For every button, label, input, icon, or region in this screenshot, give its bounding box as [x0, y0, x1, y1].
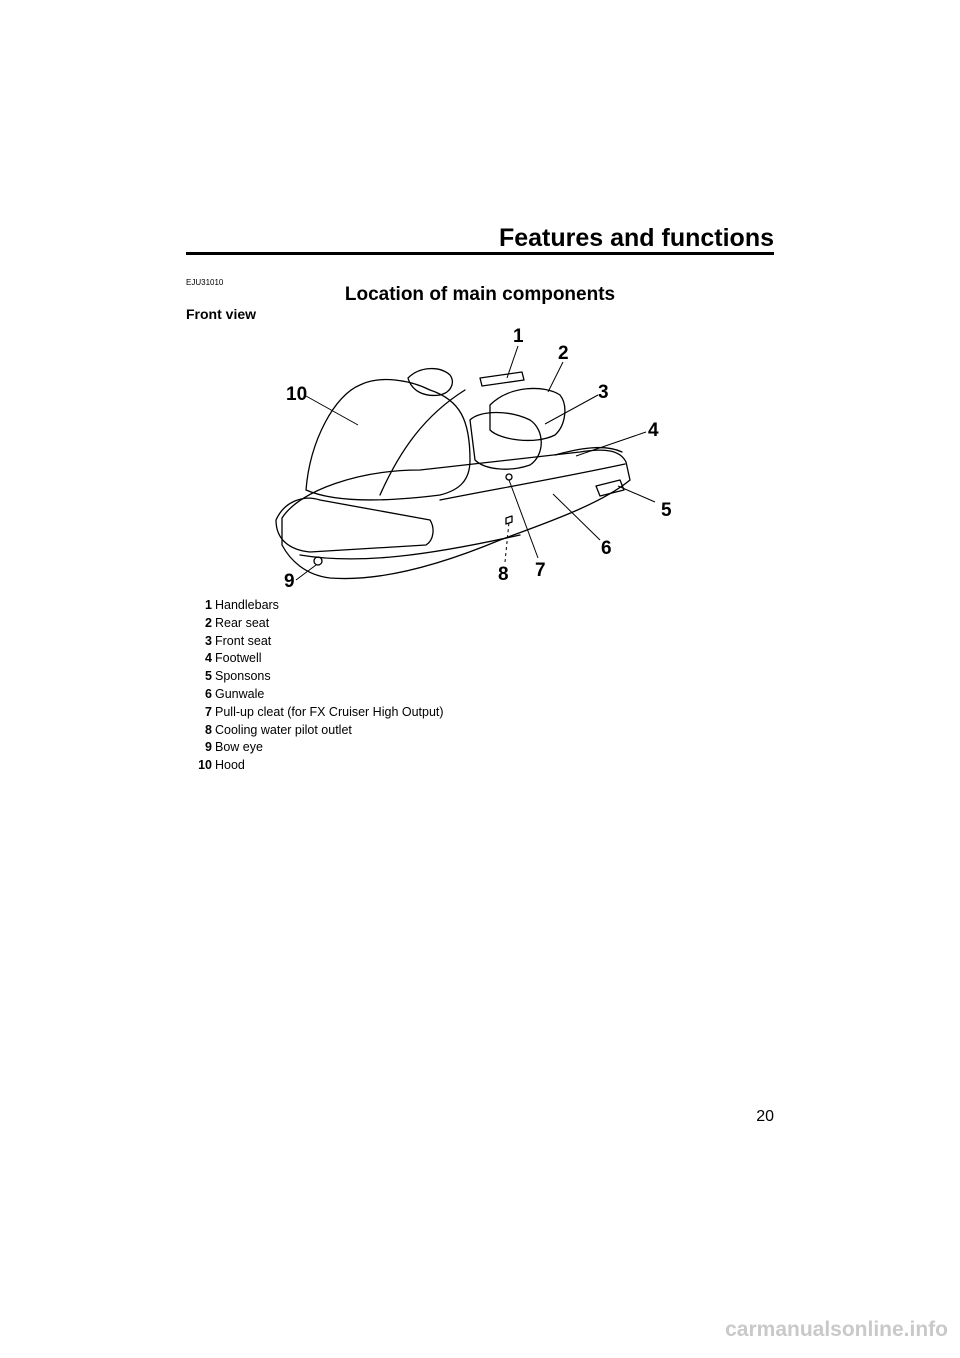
legend-number: 6 — [205, 686, 212, 701]
legend-item — [186, 740, 444, 758]
leader-line-9 — [296, 565, 316, 580]
legend-label: Gunwale — [215, 686, 265, 701]
legend-item — [186, 723, 444, 741]
watercraft-illustration — [186, 322, 774, 592]
legend-label: Bow eye — [215, 740, 263, 755]
legend-label: Footwell — [215, 651, 262, 666]
hull-outline — [282, 450, 630, 578]
leader-line-4 — [576, 432, 646, 456]
reference-code: EJU31010 — [186, 278, 224, 287]
bumper — [276, 498, 433, 552]
cooling-outlet — [506, 516, 512, 524]
callout-7: 7 — [535, 560, 546, 581]
legend-item — [186, 598, 444, 616]
legend-item — [186, 669, 444, 687]
handlebar-stem — [408, 369, 452, 396]
legend-number: 5 — [205, 669, 212, 684]
legend-number: 8 — [205, 722, 212, 737]
legend-label: Pull-up cleat (for FX Cruiser High Output) — [215, 704, 444, 719]
callout-5: 5 — [661, 500, 672, 521]
watermark: carmanualsonline.info — [725, 1318, 948, 1341]
legend-label: Front seat — [215, 633, 272, 648]
legend-number: 10 — [198, 758, 212, 773]
hood-center-line — [380, 390, 465, 495]
gunwale-line — [440, 464, 625, 500]
leader-line-8 — [505, 522, 509, 562]
legend-label: Sponsons — [215, 669, 271, 684]
callout-6: 6 — [601, 538, 612, 559]
legend-number: 4 — [205, 651, 212, 666]
leader-line-3 — [545, 395, 598, 424]
callout-4: 4 — [648, 420, 659, 441]
legend-label: Hood — [215, 758, 245, 773]
legend-item — [186, 651, 444, 669]
callout-2: 2 — [558, 343, 569, 364]
legend-item — [186, 687, 444, 705]
callout-8: 8 — [498, 564, 509, 585]
page-header-title: Features and functions — [498, 224, 774, 252]
leader-line-7 — [509, 480, 538, 558]
legend-item — [186, 634, 444, 652]
legend-number: 3 — [205, 633, 212, 648]
handlebar-grip — [480, 372, 524, 386]
component-legend — [186, 598, 444, 776]
hull-lower — [300, 535, 520, 559]
bow-eye — [314, 557, 322, 565]
hood-outline — [306, 380, 470, 500]
legend-label: Rear seat — [215, 615, 270, 630]
callout-10: 10 — [286, 384, 308, 405]
section-title: Location of main components — [344, 284, 616, 305]
legend-item — [186, 616, 444, 634]
legend-label: Handlebars — [215, 598, 279, 612]
sub-title: Front view — [186, 306, 257, 322]
legend-number: 7 — [205, 704, 212, 719]
leader-line-10 — [306, 396, 358, 425]
legend-number: 2 — [205, 615, 212, 630]
page-number: 20 — [756, 1108, 774, 1125]
leader-line-5 — [618, 486, 655, 502]
pull-up-cleat — [506, 474, 512, 480]
callout-3: 3 — [598, 382, 609, 403]
leader-line-2 — [548, 362, 563, 392]
seat-rear — [490, 388, 565, 440]
callout-9: 9 — [284, 571, 295, 592]
callout-1: 1 — [513, 326, 524, 347]
legend-number: 1 — [205, 598, 212, 612]
legend-number: 9 — [205, 740, 212, 755]
legend-item — [186, 705, 444, 723]
header-rule — [186, 252, 774, 255]
legend-item — [186, 758, 444, 776]
legend-label: Cooling water pilot outlet — [215, 722, 352, 737]
